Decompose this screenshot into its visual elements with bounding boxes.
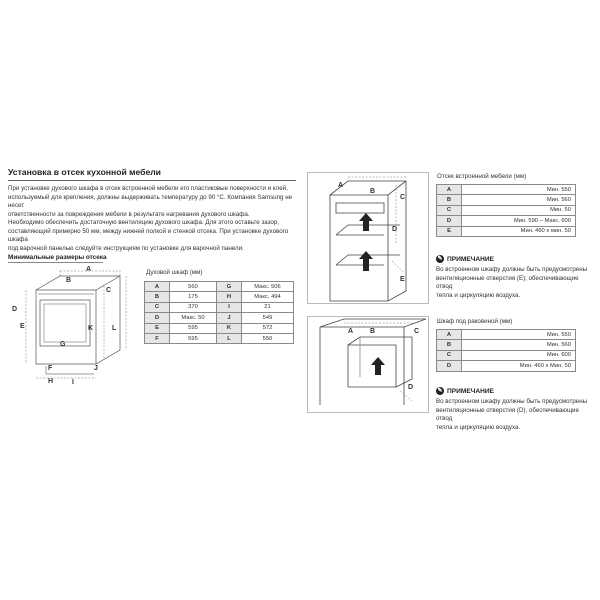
note-block [436, 255, 596, 300]
value-cell: 595 [170, 323, 217, 333]
key-cell: B [145, 292, 170, 302]
oven-label-k: K [88, 325, 94, 332]
airflow-arrow-icon [371, 357, 385, 375]
key-cell: J [217, 313, 242, 323]
value-cell: 560 [170, 282, 217, 292]
key-cell: C [437, 205, 462, 215]
note-line: тепла и циркуляцию воздуха. [436, 423, 521, 431]
sink-cabinet-diagram [307, 316, 429, 413]
note-heading-label: ПРИМЕЧАНИЕ [447, 387, 495, 395]
note-line: вентиляционные отверстия (E); обеспечивающие отвод [436, 274, 579, 291]
value-cell: 550 [242, 333, 294, 343]
cabinet1-label-d: D [392, 226, 398, 233]
table-row [437, 205, 576, 215]
note-heading [436, 387, 596, 395]
key-cell: A [437, 185, 462, 195]
value-cell: Мин. 560 [462, 195, 576, 205]
oven-label-d: D [12, 306, 18, 313]
oven-label-l: L [112, 325, 117, 332]
key-cell: H [217, 292, 242, 302]
note-text [436, 398, 596, 432]
note-text [436, 266, 596, 300]
table-row [437, 361, 576, 371]
min-sizes-title: Минимальные размеры отсека [8, 254, 107, 261]
subtitle-divider [8, 262, 103, 263]
table-row [145, 313, 294, 323]
sink-dimensions-table [436, 329, 576, 372]
note-icon: ✎ [437, 388, 443, 394]
cabinet2-label-a: A [348, 328, 354, 335]
key-cell: B [437, 340, 462, 350]
oven-label-c: C [106, 287, 112, 294]
note-block [436, 387, 596, 432]
oven-table-title: Духовой шкаф (мм) [146, 269, 203, 276]
key-cell: D [437, 216, 462, 226]
value-cell: 549 [242, 313, 294, 323]
note-line: Во встроенном шкафу должны быть предусмотрены [436, 266, 588, 273]
value-cell: 572 [242, 323, 294, 333]
note-heading-label: ПРИМЕЧАНИЕ [447, 255, 495, 263]
value-cell: Макс. 494 [242, 292, 294, 302]
airflow-arrow-icon [359, 213, 373, 231]
cabinet2-label-d: D [408, 384, 414, 391]
cabinet2-label-b: B [370, 328, 376, 335]
value-cell: Мин. 460 x Мин. 50 [462, 361, 576, 371]
value-cell: Мин. 560 [462, 340, 576, 350]
note-heading [436, 255, 596, 263]
note-line: тепла и циркуляцию воздуха. [436, 291, 521, 299]
key-cell: G [217, 282, 242, 292]
key-cell: B [437, 195, 462, 205]
key-cell: F [145, 333, 170, 343]
table-row [437, 330, 576, 340]
cabinet2-label-c: C [414, 328, 420, 335]
paragraph-line: Необходимо обеспечить достаточную вентиляцию духового шкафа. Для этого оставьте зазор, [8, 219, 280, 227]
table-row [437, 185, 576, 195]
oven-label-f: F [48, 365, 53, 372]
builtin-table-title: Отсек встроенной мебели (мм) [437, 173, 527, 180]
section-title: Установка в отсек кухонной мебели [8, 167, 161, 177]
table-row [437, 226, 576, 236]
airflow-arrow-icon [359, 251, 373, 271]
value-cell: 595 [170, 333, 217, 343]
oven-label-b: B [66, 277, 72, 284]
sink-table-title: Шкаф под раковиной (мм) [437, 318, 513, 325]
key-cell: A [437, 330, 462, 340]
paragraph-line: составляющий примерно 50 мм, между нижней полкой и стенкой отсека. При установке духового шкафа [8, 227, 289, 244]
key-cell: A [145, 282, 170, 292]
value-cell: Макс. 506 [242, 282, 294, 292]
cabinet1-label-c: C [400, 194, 406, 201]
key-cell: L [217, 333, 242, 343]
paragraph-line: При установке духового шкафа в отсек встроенной мебели его пластиковые поверхности и клей, [8, 185, 288, 192]
value-cell: Мин. 550 [462, 185, 576, 195]
builtin-dimensions-table [436, 184, 576, 237]
oven-label-e: E [20, 323, 25, 330]
value-cell: Мин. 550 [462, 330, 576, 340]
key-cell: C [437, 350, 462, 360]
key-cell: D [437, 361, 462, 371]
key-cell: I [217, 302, 242, 312]
intro-paragraph [8, 185, 298, 253]
cabinet1-label-a: A [338, 182, 344, 189]
value-cell: Мин. 50 [462, 205, 576, 215]
table-row [437, 195, 576, 205]
note-line: Во встроенном шкафу должны быть предусмотрены [436, 398, 588, 405]
key-cell: C [145, 302, 170, 312]
table-row [145, 323, 294, 333]
key-cell: E [145, 323, 170, 333]
key-cell: D [145, 313, 170, 323]
key-cell: E [437, 226, 462, 236]
paragraph-line: под варочной панелью следуйте инструкциям по установке для варочной панели. [8, 244, 244, 252]
value-cell: 175 [170, 292, 217, 302]
oven-dimension-diagram [8, 266, 138, 388]
value-cell: Мин. 590 – Макс. 600 [462, 216, 576, 226]
note-line: вентиляционные отверстия (D), обеспечивающие отвод [436, 406, 579, 423]
oven-dimensions-table [144, 281, 294, 344]
table-row [145, 292, 294, 302]
value-cell: 21 [242, 302, 294, 312]
cabinet1-label-e: E [400, 276, 405, 283]
oven-label-j: J [94, 365, 98, 372]
value-cell: Мин. 600 [462, 350, 576, 360]
table-row [437, 340, 576, 350]
cabinet1-label-b: B [370, 188, 376, 195]
table-row [145, 282, 294, 292]
paragraph-line: ответственности за повреждения мебели в результате нагревания духового шкафа. [8, 210, 250, 218]
table-row [437, 216, 576, 226]
value-cell: 370 [170, 302, 217, 312]
table-row [145, 302, 294, 312]
key-cell: K [217, 323, 242, 333]
value-cell: Мин. 460 x мин. 50 [462, 226, 576, 236]
table-row [145, 333, 294, 343]
oven-label-i: I [72, 379, 74, 386]
value-cell: Макс. 50 [170, 313, 217, 323]
builtin-cabinet-diagram [307, 172, 429, 304]
oven-label-a: A [86, 266, 92, 273]
paragraph-line: используемый для крепления, должны выдерживать температуру до 90 °C. Компания Samsung не несет [8, 193, 293, 210]
title-divider [8, 180, 296, 181]
table-row [437, 350, 576, 360]
oven-label-g: G [60, 341, 66, 348]
oven-label-h: H [48, 378, 54, 385]
note-icon: ✎ [437, 256, 443, 262]
